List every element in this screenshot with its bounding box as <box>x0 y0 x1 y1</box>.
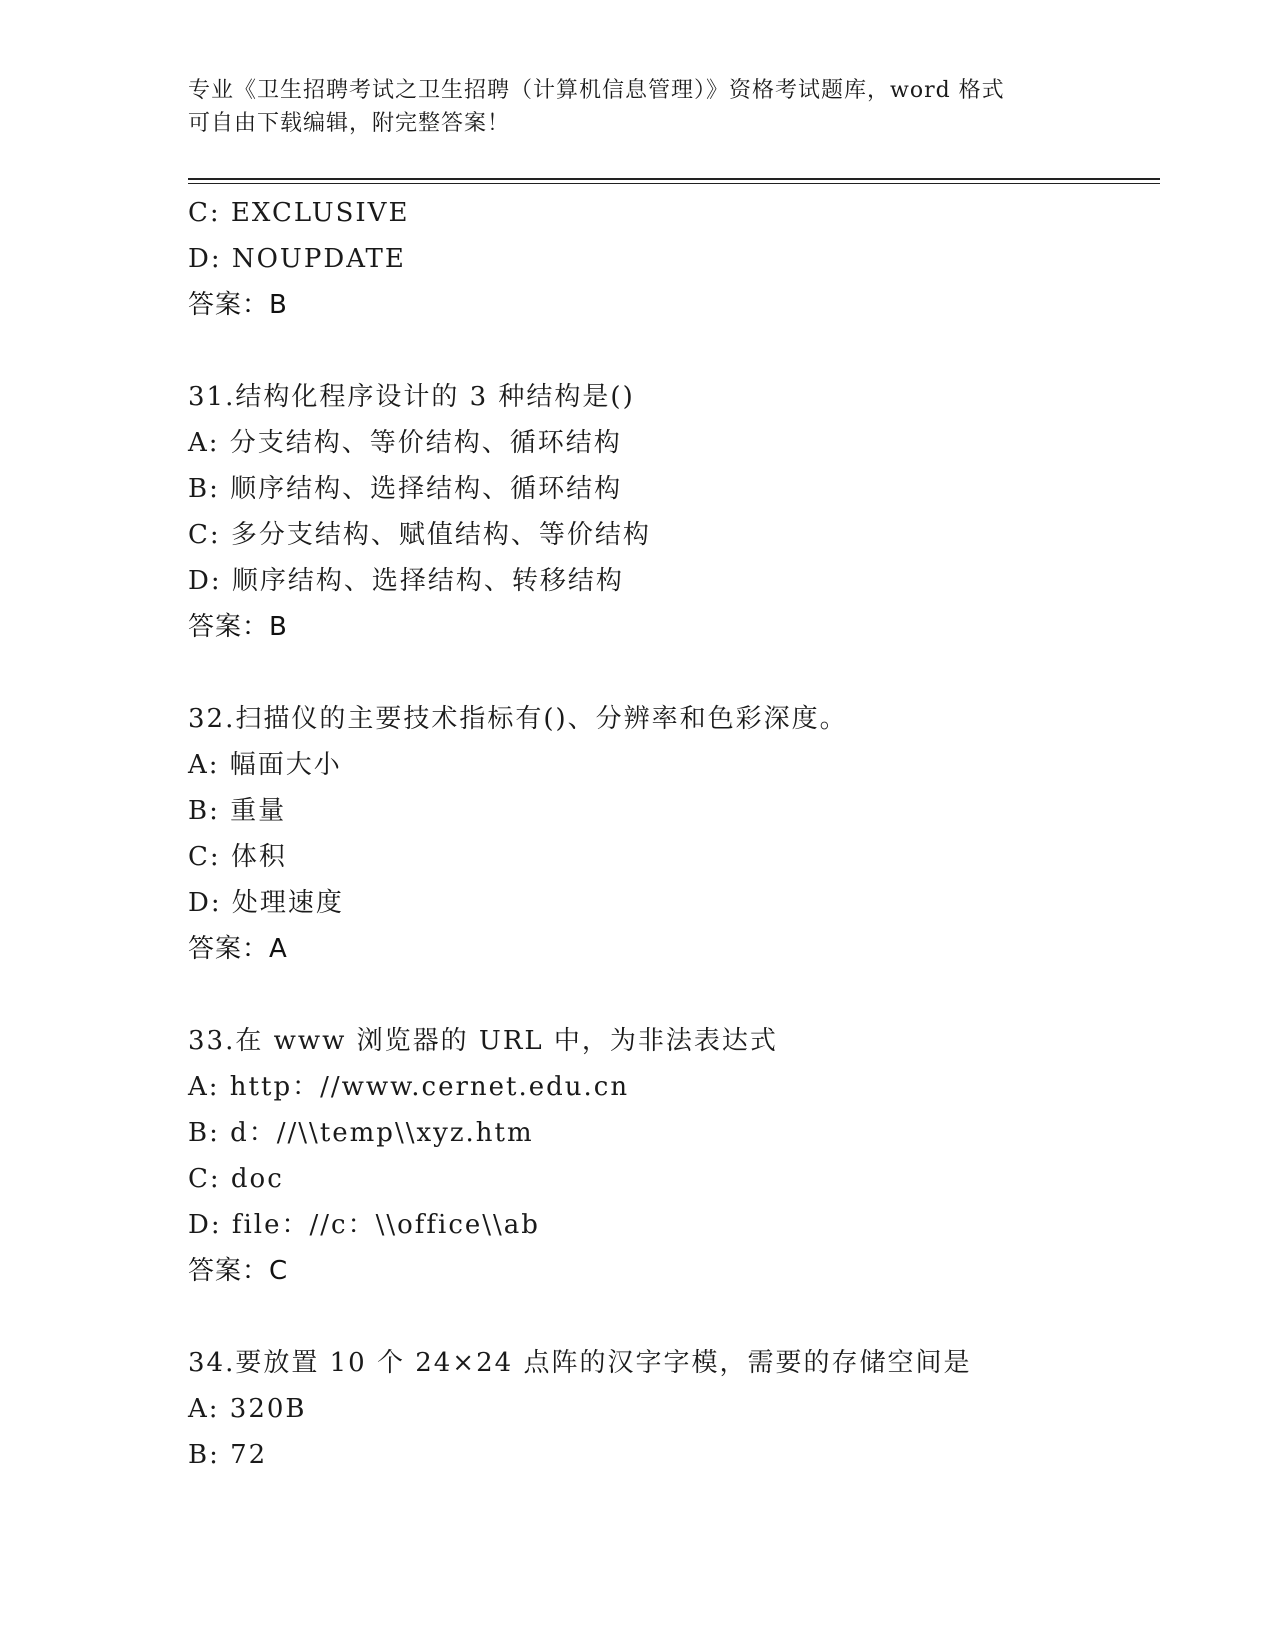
question-34 <box>188 1340 1168 1478</box>
option-b: B: d：//\\temp\\xyz.htm <box>188 1118 534 1148</box>
answer-line: 答案：B <box>188 290 288 320</box>
header-line-2: 可自由下载编辑，附完整答案！ <box>188 111 511 136</box>
spacer <box>188 972 1168 1018</box>
answer-line: 答案：B <box>188 612 288 642</box>
option-c: C: EXCLUSIVE <box>188 198 410 228</box>
spacer <box>188 328 1168 374</box>
header-divider-thin <box>188 183 1160 184</box>
question-stem: 32.扫描仪的主要技术指标有()、分辨率和色彩深度。 <box>188 704 848 734</box>
answer-line: 答案：A <box>188 934 288 964</box>
answer-line: 答案：C <box>188 1256 289 1286</box>
question-stem: 34.要放置 10 个 24×24 点阵的汉字字模，需要的存储空间是 <box>188 1348 972 1378</box>
option-b: B: 顺序结构、选择结构、循环结构 <box>188 474 623 504</box>
option-d: D: 顺序结构、选择结构、转移结构 <box>188 566 624 596</box>
question-list <box>188 190 1168 1478</box>
option-a: A: 分支结构、等价结构、循环结构 <box>188 428 622 458</box>
spacer <box>188 650 1168 696</box>
option-b: B: 重量 <box>188 796 287 826</box>
option-d: D: NOUPDATE <box>188 244 406 274</box>
option-c: C: doc <box>188 1164 284 1194</box>
option-c: C: 体积 <box>188 842 287 872</box>
question-32 <box>188 696 1168 972</box>
header-divider-thick <box>188 178 1160 180</box>
option-a: A: 幅面大小 <box>188 750 342 780</box>
option-a: A: 320B <box>188 1394 307 1424</box>
question-31 <box>188 374 1168 650</box>
header-line-1: 专业《卫生招聘考试之卫生招聘（计算机信息管理）》资格考试题库，word 格式 <box>188 78 1005 103</box>
spacer <box>188 1294 1168 1340</box>
question-stem: 33.在 www 浏览器的 URL 中，为非法表达式 <box>188 1026 778 1056</box>
option-b: B: 72 <box>188 1440 268 1470</box>
document-header <box>188 74 1088 140</box>
question-33 <box>188 1018 1168 1294</box>
option-c: C: 多分支结构、赋值结构、等价结构 <box>188 520 651 550</box>
question-stem: 31.结构化程序设计的 3 种结构是() <box>188 382 635 412</box>
option-a: A: http：//www.cernet.edu.cn <box>188 1072 630 1102</box>
option-d: D: 处理速度 <box>188 888 344 918</box>
option-d: D: file：//c：\\office\\ab <box>188 1210 540 1240</box>
previous-question-tail <box>188 190 1168 328</box>
